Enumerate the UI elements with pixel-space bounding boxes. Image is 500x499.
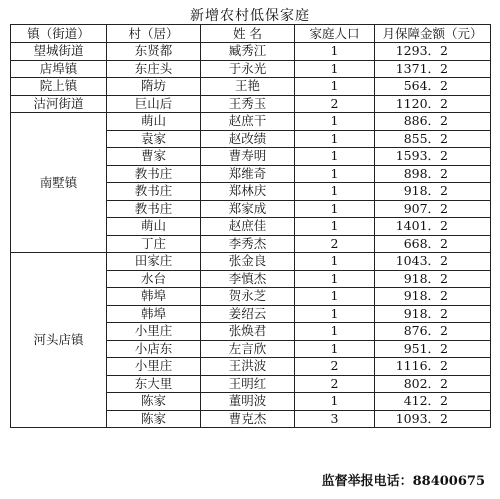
village-cell: 教书庄 (107, 183, 201, 201)
table-row (11, 113, 491, 131)
name-cell: 贺永芝 (201, 288, 295, 306)
village-cell: 小里庄 (107, 323, 201, 341)
household-size-cell: 3 (295, 410, 375, 428)
amount-cell: 1093．2 (375, 410, 491, 428)
village-cell: 田家庄 (107, 253, 201, 271)
village-cell: 袁家 (107, 130, 201, 148)
table-row (11, 95, 491, 113)
name-cell: 臧秀江 (201, 43, 295, 61)
name-cell: 张焕君 (201, 323, 295, 341)
amount-cell: 918．2 (375, 183, 491, 201)
amount-cell: 1293．2 (375, 43, 491, 61)
name-cell: 曹寿明 (201, 148, 295, 166)
name-cell: 赵庶佳 (201, 218, 295, 236)
household-size-cell: 1 (295, 148, 375, 166)
amount-cell: 907．2 (375, 200, 491, 218)
table-row (11, 78, 491, 96)
name-cell: 左言欣 (201, 340, 295, 358)
name-cell: 李秀杰 (201, 235, 295, 253)
household-size-cell: 2 (295, 358, 375, 376)
village-cell: 东大里 (107, 375, 201, 393)
amount-cell: 918．2 (375, 288, 491, 306)
household-size-cell: 1 (295, 340, 375, 358)
village-cell: 韩埠 (107, 288, 201, 306)
name-cell: 张金良 (201, 253, 295, 271)
header-household-size: 家庭人口 (295, 25, 375, 43)
household-size-cell: 1 (295, 60, 375, 78)
town-cell: 望城街道 (11, 43, 107, 61)
low-income-families-table (10, 24, 491, 428)
header-monthly-amount: 月保障金额（元） (375, 25, 491, 43)
header-village: 村（居） (107, 25, 201, 43)
amount-cell: 668．2 (375, 235, 491, 253)
name-cell: 郑维奇 (201, 165, 295, 183)
page-title: 新增农村低保家庭 (190, 8, 310, 24)
household-size-cell: 1 (295, 288, 375, 306)
report-hotline: 监督举报电话：88400675 (321, 474, 485, 489)
village-cell: 曹家 (107, 148, 201, 166)
name-cell: 于永光 (201, 60, 295, 78)
name-cell: 王明红 (201, 375, 295, 393)
amount-cell: 951．2 (375, 340, 491, 358)
household-size-cell: 1 (295, 200, 375, 218)
household-size-cell: 1 (295, 130, 375, 148)
name-cell: 王洪波 (201, 358, 295, 376)
village-cell: 陈家 (107, 410, 201, 428)
table-row (11, 60, 491, 78)
name-cell: 赵庶干 (201, 113, 295, 131)
village-cell: 东贤都 (107, 43, 201, 61)
amount-cell: 1401．2 (375, 218, 491, 236)
table-row (11, 43, 491, 61)
household-size-cell: 2 (295, 235, 375, 253)
household-size-cell: 1 (295, 165, 375, 183)
name-cell: 姜绍云 (201, 305, 295, 323)
name-cell: 李慎杰 (201, 270, 295, 288)
village-cell: 陈家 (107, 393, 201, 411)
amount-cell: 898．2 (375, 165, 491, 183)
amount-cell: 918．2 (375, 305, 491, 323)
name-cell: 曹克杰 (201, 410, 295, 428)
header-town: 镇（街道） (11, 25, 107, 43)
amount-cell: 1116．2 (375, 358, 491, 376)
amount-cell: 1371．2 (375, 60, 491, 78)
name-cell: 董明波 (201, 393, 295, 411)
village-cell: 小里庄 (107, 358, 201, 376)
amount-cell: 886．2 (375, 113, 491, 131)
town-cell: 店埠镇 (11, 60, 107, 78)
town-cell: 沽河街道 (11, 95, 107, 113)
village-cell: 韩埠 (107, 305, 201, 323)
village-cell: 东庄头 (107, 60, 201, 78)
village-cell: 萌山 (107, 218, 201, 236)
village-cell: 水台 (107, 270, 201, 288)
amount-cell: 1593．2 (375, 148, 491, 166)
amount-cell: 1043．2 (375, 253, 491, 271)
household-size-cell: 1 (295, 43, 375, 61)
amount-cell: 564．2 (375, 78, 491, 96)
amount-cell: 412．2 (375, 393, 491, 411)
town-cell: 院上镇 (11, 78, 107, 96)
household-size-cell: 1 (295, 183, 375, 201)
household-size-cell: 1 (295, 218, 375, 236)
table-body (11, 43, 491, 428)
household-size-cell: 1 (295, 113, 375, 131)
village-cell: 隋坊 (107, 78, 201, 96)
table-row (11, 253, 491, 271)
household-size-cell: 1 (295, 393, 375, 411)
village-cell: 小店东 (107, 340, 201, 358)
village-cell: 巨山后 (107, 95, 201, 113)
amount-cell: 1120．2 (375, 95, 491, 113)
household-size-cell: 1 (295, 270, 375, 288)
town-cell: 南墅镇 (11, 113, 107, 253)
name-cell: 王艳 (201, 78, 295, 96)
name-cell: 郑家成 (201, 200, 295, 218)
town-cell: 河头店镇 (11, 253, 107, 428)
amount-cell: 918．2 (375, 270, 491, 288)
household-size-cell: 1 (295, 78, 375, 96)
header-name: 姓 名 (201, 25, 295, 43)
household-size-cell: 2 (295, 375, 375, 393)
village-cell: 萌山 (107, 113, 201, 131)
village-cell: 丁庄 (107, 235, 201, 253)
village-cell: 教书庄 (107, 165, 201, 183)
village-cell: 教书庄 (107, 200, 201, 218)
amount-cell: 802．2 (375, 375, 491, 393)
household-size-cell: 2 (295, 95, 375, 113)
table-header-row (11, 25, 491, 43)
name-cell: 郑林庆 (201, 183, 295, 201)
amount-cell: 876．2 (375, 323, 491, 341)
name-cell: 赵改绩 (201, 130, 295, 148)
name-cell: 王秀玉 (201, 95, 295, 113)
household-size-cell: 1 (295, 305, 375, 323)
household-size-cell: 1 (295, 253, 375, 271)
household-size-cell: 1 (295, 323, 375, 341)
amount-cell: 855．2 (375, 130, 491, 148)
